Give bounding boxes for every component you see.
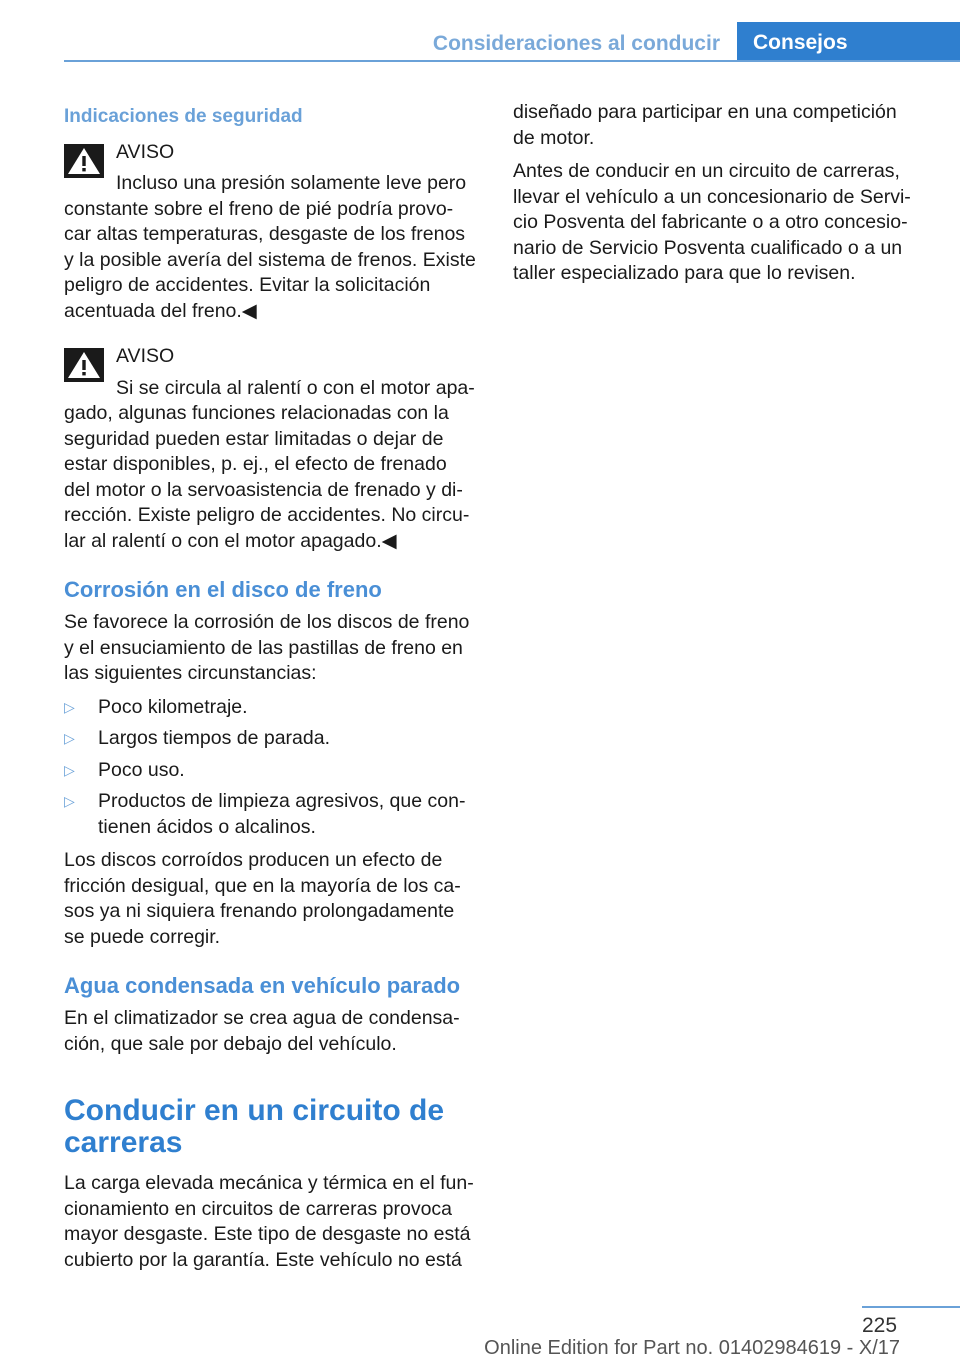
left-column (64, 100, 478, 1281)
list-item-text: Productos de limpieza agresivos, que con-tienen ácidos o alcalinos. (98, 790, 466, 838)
corrosion-outro: Los discos corroídos producen un efecto de fricción desigual, que en la mayoría de los ca-sos ya ni siquiera frenando prolongadamente se puede corregir. (64, 849, 461, 948)
list-item (64, 758, 478, 784)
corrosion-heading: Corrosión en el disco de freno (64, 577, 382, 602)
warning-body: Si se circula al ralentí o con el motor apa-gado, algunas funciones relacionadas con la seguridad pueden estar limitadas o dejar de estar disponibles, p. ej., el efecto de frenado del motor o la servoasistencia de frenado y di-rección. Existe peligro de accidentes. No circu-lar al ralentí o con el motor apagado.◀ (64, 376, 475, 552)
warning-title: AVISO (116, 140, 175, 163)
corrosion-intro: Se favorece la corrosión de los discos de freno y el ensuciamiento de las pastillas de freno en las siguientes circunstancias: (64, 611, 470, 684)
warning-triangle-icon (64, 144, 104, 178)
list-item (64, 726, 478, 752)
list-item (64, 695, 478, 721)
warning-block-2 (64, 344, 478, 554)
triangle-bullet-icon: ▷ (64, 730, 75, 746)
list-item-text: Poco uso. (98, 758, 185, 781)
right-paragraph-1: diseñado para participar en una competición de motor. (513, 101, 897, 149)
race-track-text: La carga elevada mecánica y térmica en el fun-cionamiento en circuitos de carreras provoca mayor desgaste. Este tipo de desgaste no está cubierto por la garantía. Este vehículo no está (64, 1172, 474, 1271)
triangle-bullet-icon: ▷ (64, 698, 75, 715)
condensation-heading: Agua condensada en vehículo parado (64, 973, 461, 998)
safety-heading: Indicaciones de seguridad (64, 106, 303, 127)
list-item-text: Poco kilometraje. (98, 695, 248, 718)
warning-block-1 (64, 140, 478, 325)
header-rule (64, 60, 960, 62)
header-section-title: Consideraciones al conducir (432, 32, 720, 55)
footer-rule (862, 1306, 960, 1308)
triangle-bullet-icon: ▷ (64, 761, 75, 778)
page-number: 225 (862, 1314, 898, 1337)
corrosion-bullet-list (64, 695, 478, 841)
warning-body: Incluso una presión solamente leve pero constante sobre el freno de pié podría provo-car altas temperaturas, desgaste de los frenos y la posible avería del sistema de frenos. Existe peligro de accidentes. Evitar la solicitación acentuada del freno.◀ (64, 172, 476, 322)
edition-footer: Online Edition for Part no. 01402984619 - X/17 (484, 1337, 900, 1359)
header-chapter-tab: Consejos (737, 22, 960, 62)
warning-triangle-icon (64, 348, 104, 382)
warning-title: AVISO (116, 345, 175, 367)
list-item-text: Largos tiempos de parada. (98, 727, 330, 749)
page-header (0, 0, 960, 64)
right-paragraph-2: Antes de conducir en un circuito de carreras, llevar el vehículo a un concesionario de Servi-cio Posventa del fabricante o a otro concesio-nario de Servicio Posventa cualificado o a un taller especializado para que lo revisen. (513, 160, 911, 284)
condensation-text: En el climatizador se crea agua de condensa-ción, que sale por debajo del vehículo. (64, 1007, 460, 1055)
right-column (513, 100, 918, 295)
triangle-bullet-icon: ▷ (64, 793, 75, 809)
race-track-heading: Conducir en un circuito de carreras (64, 1094, 445, 1159)
list-item (64, 789, 478, 840)
